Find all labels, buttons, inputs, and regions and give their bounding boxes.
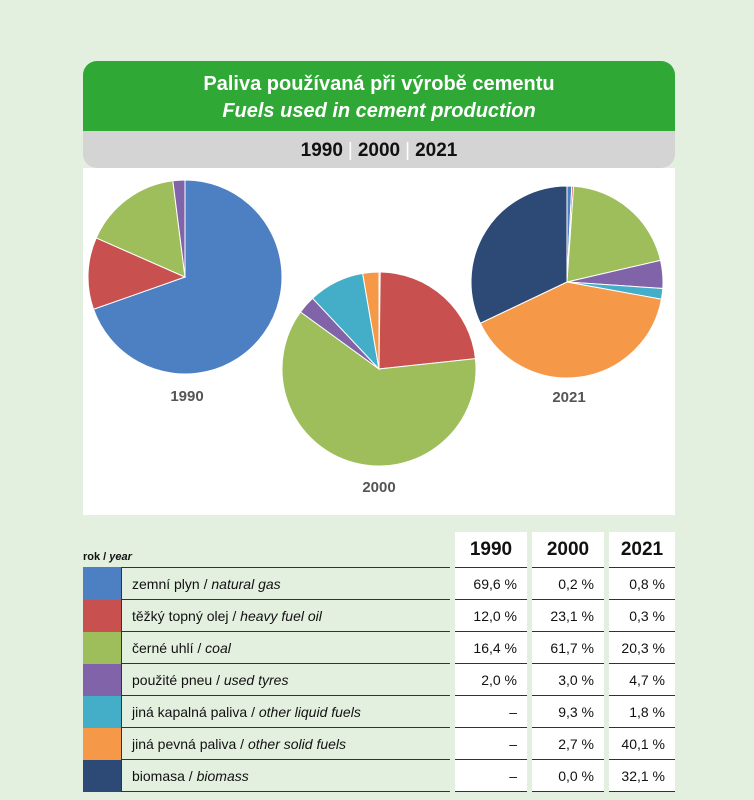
pie-slice-2000-1 (379, 272, 475, 369)
table-row (83, 632, 675, 664)
years-bar: 1990 | 2000 | 2021 (83, 131, 675, 168)
legend-label: těžký topný olej / heavy fuel oil (122, 600, 450, 632)
legend-label: použité pneu / used tyres (122, 664, 450, 696)
table-value: 9,3 % (532, 696, 604, 728)
years-bar-year: 2000 (357, 140, 401, 161)
table-value: 32,1 % (609, 760, 675, 792)
legend-swatch (83, 728, 122, 760)
legend-swatch (83, 567, 122, 600)
years-bar-year: 1990 (300, 140, 343, 161)
table-value: 4,7 % (609, 664, 675, 696)
table-value: 0,2 % (532, 567, 604, 600)
table-value: 0,0 % (532, 760, 604, 792)
table-row (83, 760, 675, 792)
table-value: 16,4 % (455, 632, 527, 664)
table-value: – (455, 760, 527, 792)
legend-label: biomasa / biomass (122, 760, 450, 792)
legend-label: zemní plyn / natural gas (122, 567, 450, 600)
table-value: – (455, 696, 527, 728)
pie-label-2000: 2000 (362, 479, 396, 496)
legend-label: jiná kapalná paliva / other liquid fuels (122, 696, 450, 728)
pie-charts-area (83, 168, 675, 515)
legend-swatch (83, 632, 122, 664)
table-value: 20,3 % (609, 632, 675, 664)
pie-label-2021: 2021 (552, 389, 586, 406)
table-row (83, 567, 675, 600)
legend-swatch (83, 664, 122, 696)
table-row (83, 664, 675, 696)
legend-swatch (83, 696, 122, 728)
column-header-2000: 2000 (532, 532, 604, 567)
legend-label: černé uhlí / coal (122, 632, 450, 664)
chart-header (83, 61, 675, 131)
table-value: 0,3 % (609, 600, 675, 632)
table-value: 2,7 % (532, 728, 604, 760)
year-header-label: rok / year (83, 551, 132, 563)
chart-title-english: Fuels used in cement production (222, 100, 536, 122)
table-value: 61,7 % (532, 632, 604, 664)
fuel-table (83, 532, 675, 792)
table-value: 1,8 % (609, 696, 675, 728)
table-value: 69,6 % (455, 567, 527, 600)
legend-label: jiná pevná paliva / other solid fuels (122, 728, 450, 760)
years-bar-year: 2021 (415, 140, 458, 161)
table-value: – (455, 728, 527, 760)
column-header-2021: 2021 (609, 532, 675, 567)
pie-label-1990: 1990 (170, 388, 204, 405)
table-row (83, 696, 675, 728)
pie-charts-svg (83, 168, 675, 515)
chart-title-czech: Paliva používaná při výrobě cementu (203, 73, 555, 95)
table-value: 3,0 % (532, 664, 604, 696)
table-row (83, 600, 675, 632)
table-value: 12,0 % (455, 600, 527, 632)
legend-swatch (83, 760, 122, 792)
table-header-row (83, 532, 675, 567)
table-value: 0,8 % (609, 567, 675, 600)
table-row (83, 728, 675, 760)
table-value: 40,1 % (609, 728, 675, 760)
table-value: 2,0 % (455, 664, 527, 696)
column-header-1990: 1990 (455, 532, 527, 567)
table-value: 23,1 % (532, 600, 604, 632)
legend-swatch (83, 600, 122, 632)
